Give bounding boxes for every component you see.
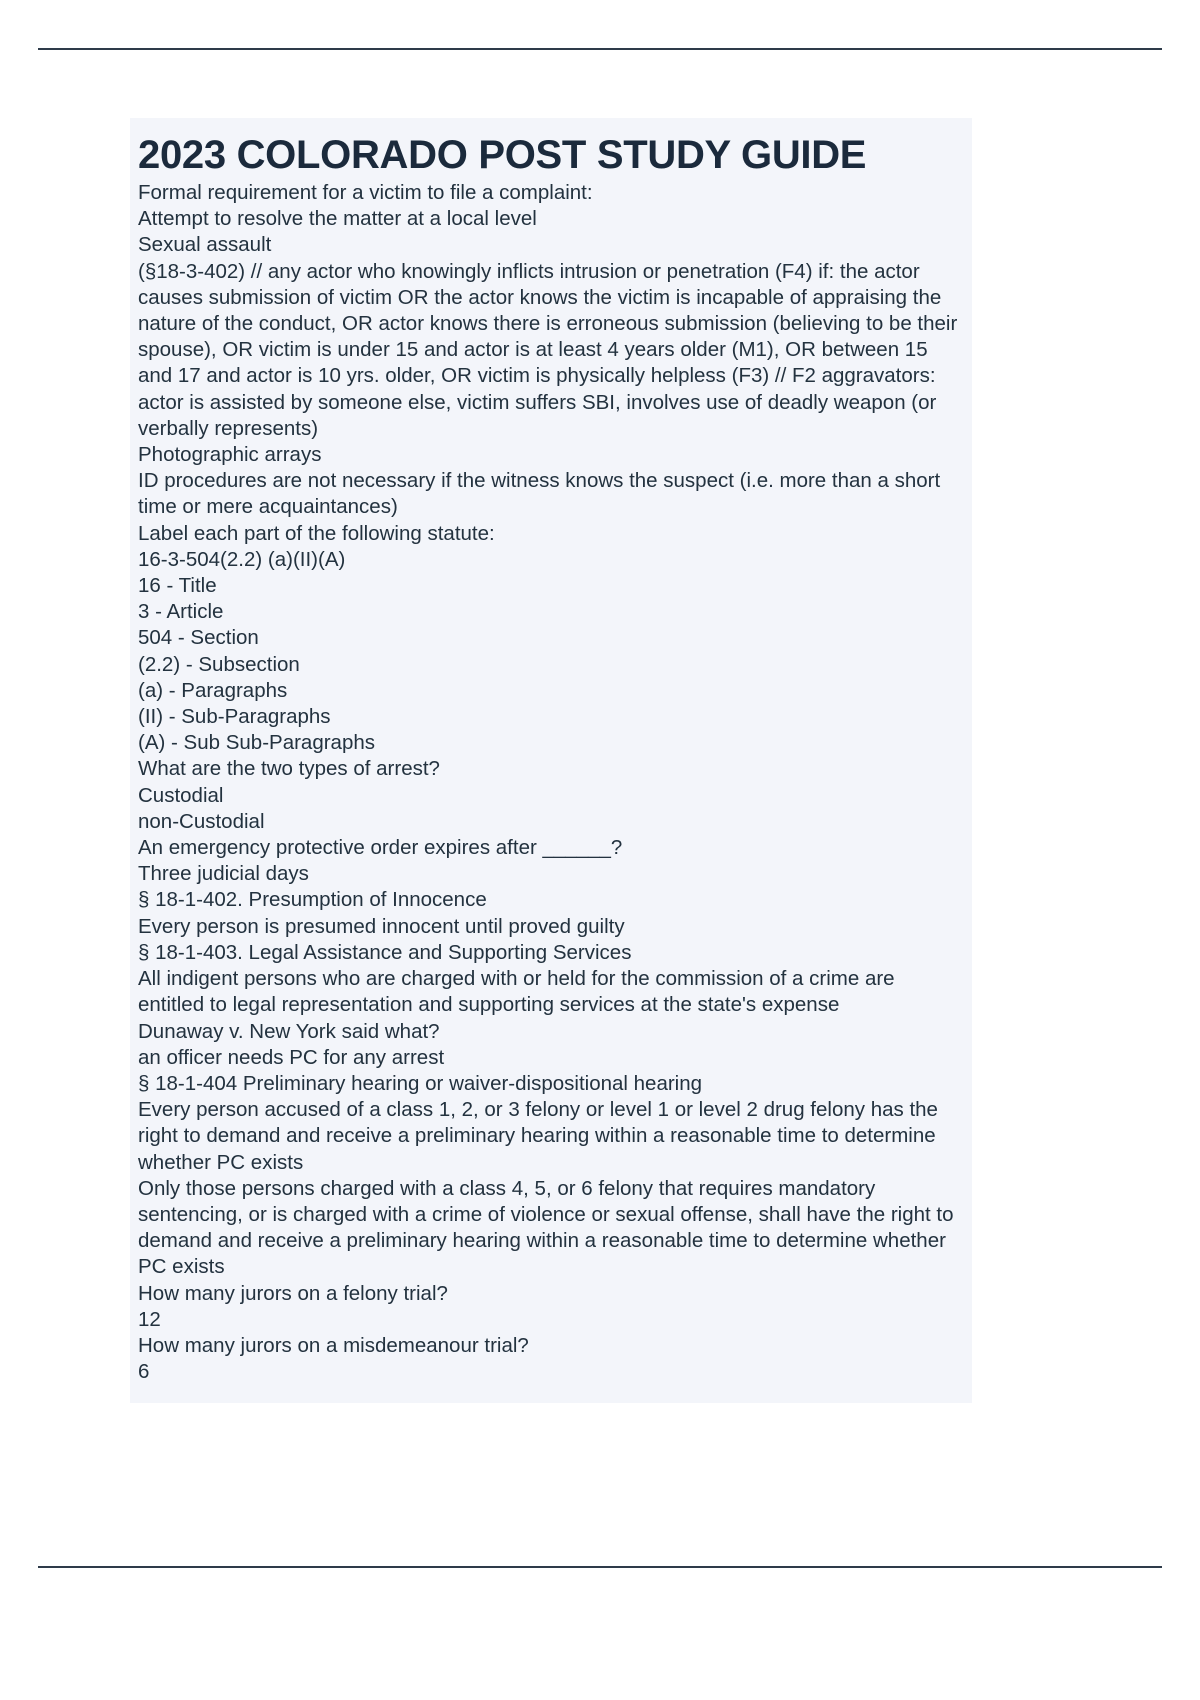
document-line: ID procedures are not necessary if the witness knows the suspect (i.e. more than a short time or mere acquaintances) xyxy=(138,469,941,519)
document-line: Label each part of the following statute: xyxy=(138,521,495,545)
document-line: How many jurors on a felony trial? xyxy=(138,1281,448,1305)
document-line: An emergency protective order expires after ______? xyxy=(138,836,623,860)
document-line: Photographic arrays xyxy=(138,443,322,467)
document-line: (II) - Sub-Paragraphs xyxy=(138,705,331,729)
page-bottom-divider xyxy=(38,1566,1162,1568)
document-line: How many jurors on a misdemeanour trial? xyxy=(138,1333,529,1357)
document-line: Custodial xyxy=(138,783,224,807)
document-line: Attempt to resolve the matter at a local level xyxy=(138,207,537,231)
document-line: (A) - Sub Sub-Paragraphs xyxy=(138,731,376,755)
document-line: 12 xyxy=(138,1307,161,1331)
document-line: (§18-3-402) // any actor who knowingly inflicts intrusion or penetration (F4) if: the actor causes submission of victim OR the actor knows the victim is incapable of appraising the nature of the conduct, OR actor knows there is erroneous submission (believing to be their spouse), OR victim is under 15 and actor is at least 4 years older (M1), OR between 15 and 17 and actor is 10 yrs. older, OR victim is physically helpless (F3) // F2 aggravators: actor is assisted by someone else, victim suffers SBI, involves use of deadly weapon (or verbally represents) xyxy=(138,259,958,440)
document-line: Every person is presumed innocent until proved guilty xyxy=(138,914,625,938)
page-top-divider xyxy=(38,48,1162,50)
document-line: non-Custodial xyxy=(138,809,265,833)
document-line: § 18-1-404 Preliminary hearing or waiver-dispositional hearing xyxy=(138,1071,703,1095)
page-title: 2023 COLORADO POST STUDY GUIDE xyxy=(138,133,867,177)
document-line: an officer needs PC for any arrest xyxy=(138,1045,445,1069)
document-line: § 18-1-402. Presumption of Innocence xyxy=(138,888,487,912)
document-line: Only those persons charged with a class 4, 5, or 6 felony that requires mandatory sentencing, or is charged with a crime of violence or sexual offense, shall have the right to demand and receive a preliminary hearing within a reasonable time to determine whether PC exists xyxy=(138,1176,954,1279)
document-body xyxy=(130,118,972,1403)
document-line: Dunaway v. New York said what? xyxy=(138,1019,440,1043)
document-line: What are the two types of arrest? xyxy=(138,757,440,781)
document-line: All indigent persons who are charged with or held for the commission of a crime are entitled to legal representation and supporting services at the state's expense xyxy=(138,967,895,1017)
document-line: (2.2) - Subsection xyxy=(138,652,300,676)
document-line: Three judicial days xyxy=(138,862,309,886)
document-line: § 18-1-403. Legal Assistance and Supporting Services xyxy=(138,940,632,964)
document-line: 6 xyxy=(138,1360,150,1384)
document-line: 504 - Section xyxy=(138,626,259,650)
document-line: 16-3-504(2.2) (a)(II)(A) xyxy=(138,547,346,571)
document-line: Formal requirement for a victim to file a complaint: xyxy=(138,181,593,204)
document-line: (a) - Paragraphs xyxy=(138,678,288,702)
document-line: Sexual assault xyxy=(138,233,272,257)
document-line: 3 - Article xyxy=(138,600,224,624)
document-line: Every person accused of a class 1, 2, or 3 felony or level 1 or level 2 drug felony has the right to demand and receive a preliminary hearing within a reasonable time to determine whether PC exists xyxy=(138,1098,938,1174)
document-line: 16 - Title xyxy=(138,574,217,598)
